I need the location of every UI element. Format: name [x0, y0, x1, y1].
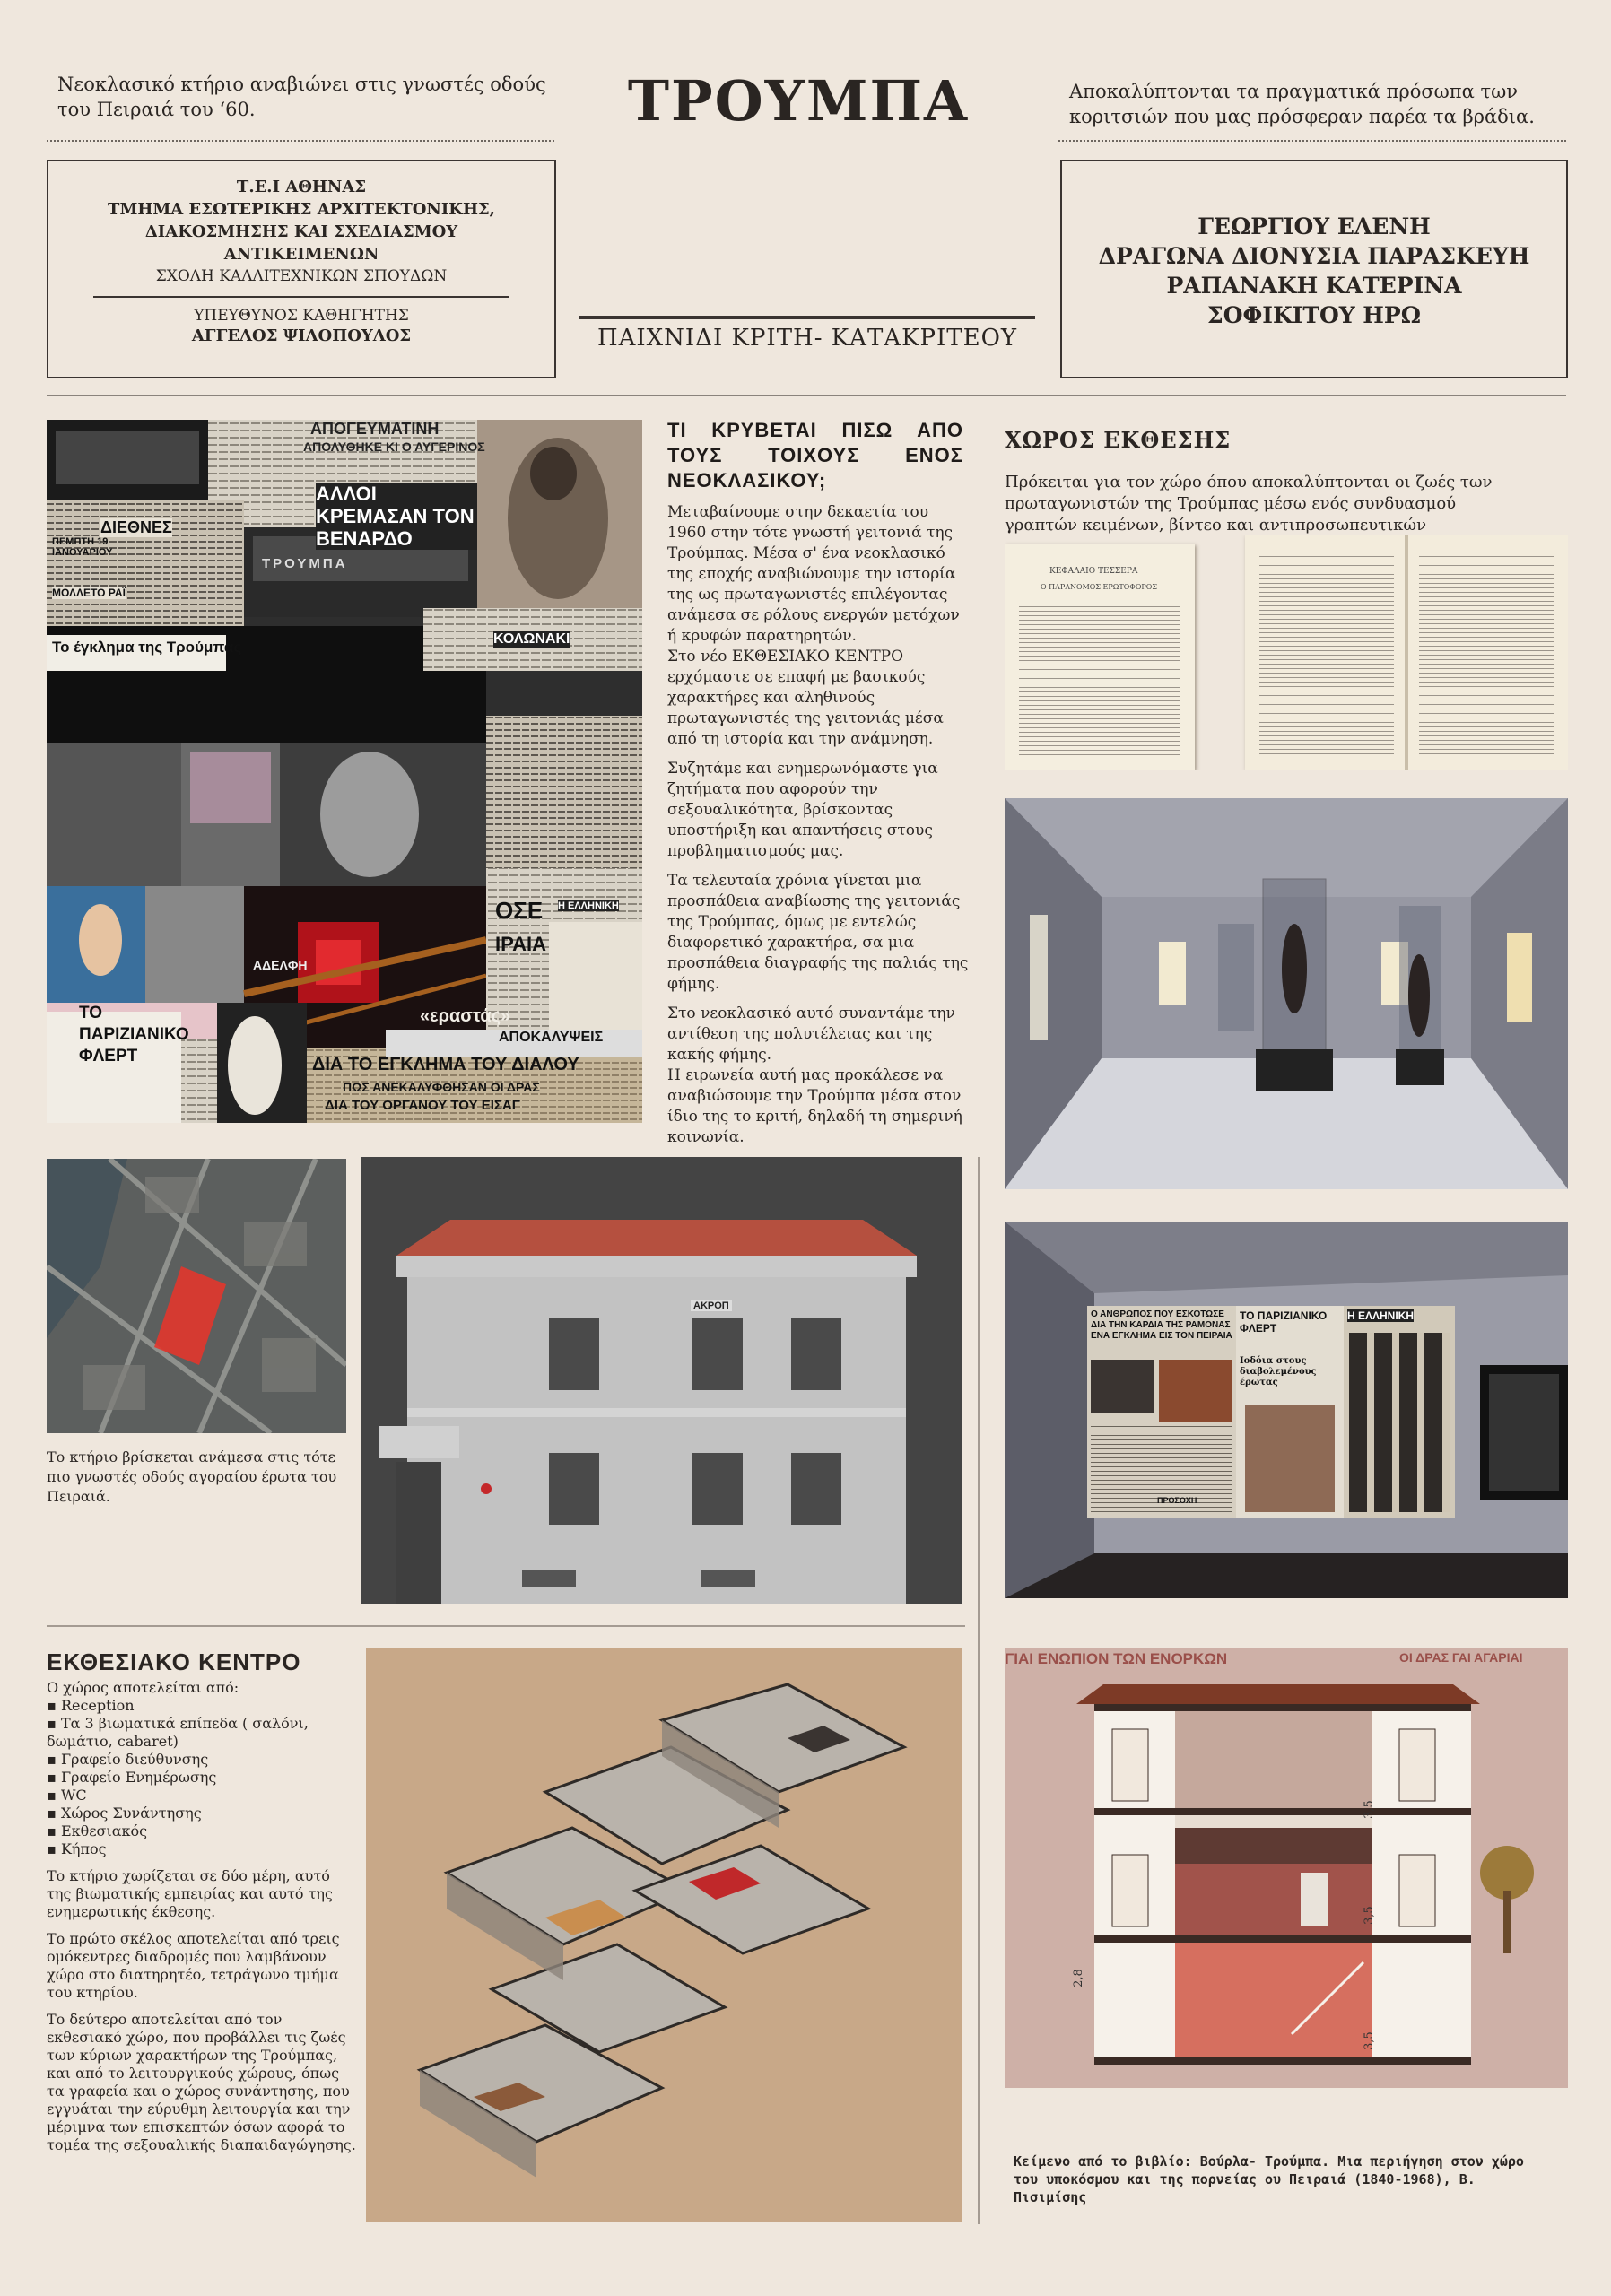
subtitle: ΠΑΙΧΝΙΔΙ ΚΡΙΤΗ- ΚΑΤΑΚΡΙΤΕΟΥ [597, 325, 1018, 352]
book-left-subheader: Ο ΠΑΡΑΝΟΜΟΣ ΕΡΩΤΟΦΟΡΟΣ [1041, 583, 1157, 591]
exhibition-room-render [1005, 798, 1568, 1189]
section-banner: ΓΙΑΙ ΕΝΩΠΙΟΝ ΤΩΝ ΕΝΟΡΚΩΝ [1005, 1650, 1228, 1667]
centre-paragraph-3: Το δεύτερο αποτελείται από τον εκθεσιακό χώρο, που προβάλλει τις ζωές των κύριων χαρακτήρων της Τρούμπας, και από το λειτουργικούς χώρους, όπως τα γραφεία και ο χώρος συνάντησης, που εγγυάται την εύρυθμη λειτουργία και την μέριμνα των επισκεπτών όσων αφορά το τομέα της σεξουαλικής διαπαιδαγώγησης. [47, 2011, 356, 2153]
institution-line-3: ΔΙΑΚΟΣΜΗΣΗΣ ΚΑΙ ΣΧΕΔΙΑΣΜΟΥ [144, 222, 458, 241]
collage-headline-trouba-crime: Το έγκλημα της Τρούμπας [52, 639, 242, 656]
collage-headline-avgerinos: ΑΠΟΛΥΘΗΚΕ ΚΙ Ο ΑΥΓΕΡΙΝΟΣ [303, 439, 485, 454]
centre-feature-item: ▪ Κήπος [47, 1840, 357, 1858]
exhibit-panel-1 [1087, 1306, 1236, 1518]
subtitle-rule [579, 316, 1035, 319]
institution-box [47, 160, 556, 378]
author-1: ΓΕΩΡΓΙΟΥ ΕΛΕΝΗ [1197, 213, 1431, 239]
collage-headline-organou: ΔΙΑ ΤΟΥ ΟΡΓΑΝΟΥ ΤΟΥ ΕΙΣΑΓ [325, 1098, 520, 1113]
collage-headline-parisian-flirt: ΤΟ ΠΑΡΙΖΙΑΝΙΚΟ ΦΛΕΡΤ [79, 1004, 189, 1065]
professor-label: ΥΠΕΥΘΥΝΟΣ ΚΑΘΗΓΗΤΗΣ [194, 307, 409, 325]
centre-paragraph-2: Το πρώτο σκέλος αποτελείται από τρεις ομόκεντρες διαδρομές που λαμβάνουν χώρο στο διατηρητέο, τετράγωνο τμήμα του κτηρίου. [47, 1930, 340, 2001]
centre-feature-item: ▪ Γραφείο διεύθυνσης [47, 1751, 357, 1769]
collage-headline-troumpa-sign: ΤΡΟΥΜΠΑ [262, 556, 348, 571]
centre-heading: ΕΚΘΕΣΙΑΚΟ ΚΕΝΤΡΟ [47, 1648, 301, 1675]
institution-school: ΣΧΟΛΗ ΚΑΛΛΙΤΕΧΝΙΚΩΝ ΣΠΟΥΔΩΝ [155, 267, 448, 285]
divider-right-top [1058, 140, 1566, 142]
collage-headline-pempti: ΠΕΜΠΤΗ 19 ΙΑΝΟΥΑΡΙΟΥ [52, 536, 113, 558]
book-pages-image [1005, 535, 1568, 770]
article-paragraph-2: Στο νέο ΕΚΘΕΣΙΑΚΟ ΚΕΝΤΡΟ ερχόμαστε σε επαφή με βασικούς χαρακτήρες και αληθινούς πρωταγωνιστές της γειτονιάς μέσα από τη ιστορία και την ανάμνηση. [667, 648, 944, 748]
exhibit-panel-2-sub: Ιοδόια στους διαβολεμένους έρωτας [1240, 1356, 1317, 1387]
collage-headline-adelfi: ΑΔΕΛΦΗ [253, 958, 308, 972]
page-title: ΤΡΟΥΜΠΑ [627, 68, 970, 134]
centre-paragraph-1: Το κτήριο χωρίζεται σε δύο μέρη, αυτό της βιωματικής εμπειρίας και αυτό της ενημερωτικής έκθεσης. [47, 1867, 333, 1920]
collage-headline-diethnes: ΔΙΕΘΝΕΣ [100, 518, 172, 536]
facade-sign: ΑΚΡΟΠ [691, 1300, 732, 1311]
article-paragraph-4: Τα τελευταία χρόνια γίνεται μια προσπάθεια αναβίωσης της γειτονιάς της Τρούμπας, όμως με εντελώς διαφορετικό χαρακτήρα, σα μια προσπάθεια διαγραφής της παλιάς της φήμης. [667, 872, 969, 993]
article-body [667, 502, 969, 1148]
exhibition-text: Πρόκειται για τον χώρο όπου αποκαλύπτονται οι ζωές των πρωταγωνιστών της Τρούμπας μέσω ενός συνδυασμού γραπτών κειμένων, βίντεο και αντιπροσωπευτικών [1005, 473, 1493, 535]
axonometric-plan-render [366, 1648, 962, 2222]
left-tagline: Νεοκλασικό κτήριο αναβιώνει στις γνωστές οδούς του Πειραιά του ‘60. [57, 74, 546, 120]
book-left-header: ΚΕΦΑΛΑΙΟ ΤΕΣΣΕΡΑ [1049, 567, 1138, 576]
dimension-label-2: 3,5 [1362, 1906, 1376, 1925]
author-3: ΡΑΠΑΝΑΚΗ ΚΑΤΕΡΙΝΑ [1166, 273, 1462, 299]
article-heading: ΤΙ ΚΡΥΒΕΤΑΙ ΠΙΣΩ ΑΠΟ ΤΟΥΣ ΤΟΙΧΟΥΣ ΕΝΟΣ ΝΕΟΚΛΑΣΙΚΟΥ; [667, 419, 963, 491]
article-paragraph-6: Η ειρωνεία αυτή μας προκάλεσε να αναβιώσουμε την Τρούμπα μέσα στον ίδιο της το κριτή, δηλαδή τη σημερινή κοινωνία. [667, 1066, 962, 1146]
collage-headline-erastas: «εραστάς» [420, 1006, 511, 1026]
collage-headline-apogevmatini: ΑΠΟΓΕΥΜΑΤΙΝΗ [310, 420, 440, 438]
exhibit-panel-2-title: ΤΟ ΠΑΡΙΖΙΑΝΙΚΟ ΦΛΕΡΤ [1240, 1309, 1328, 1335]
book-citation: Κείμενο από το βιβλίο: Βούρλα- Τρούμπα. Μια περιήγηση στον χώρο του υποκόσμου και της πορνείας ου Πειραιά (1840-1968), Β. Πισιμίσης [1014, 2153, 1524, 2205]
centre-feature-list [47, 1697, 357, 1858]
collage-headline-molleto: ΜΟΛΛΕΤΟ ΡΑΪ [52, 587, 126, 599]
collage-headline-iraia: ΙΡΑΙΑ [495, 933, 547, 955]
institution-line-4: ΑΝΤΙΚΕΙΜΕΝΩΝ [223, 245, 379, 264]
collage-headline-kolonaki: ΚΟΛΩΝΑΚΙ [493, 631, 570, 647]
author-2: ΔΡΑΓΩΝΑ ΔΙΟΝΥΣΙΑ ΠΑΡΑΣΚΕΥΗ [1098, 243, 1530, 269]
institution-line-2: ΤΜΗΜΑ ΕΣΩΤΕΡΙΚΗΣ ΑΡΧΙΤΕΚΤΟΝΙΚΗΣ, [108, 200, 495, 219]
exhibit-panel-1-title: Ο ΑΝΘΡΩΠΟΣ ΠΟΥ ΕΣΚΟΤΩΣΕ ΔΙΑ ΤΗΝ ΚΑΡΔΙΑ ΤΗΣ ΡΑΜΟΝΑΣ ΕΝΑ ΕΓΚΛΗΜΑ ΕΙΣ ΤΟΝ ΠΕΙΡΑΙΑ [1091, 1309, 1232, 1341]
professor-name: ΑΓΓΕΛΟΣ ΨΙΛΟΠΟΥΛΟΣ [191, 326, 412, 345]
header-divider [47, 395, 1566, 396]
exhibition-wall-render [1005, 1222, 1568, 1598]
centre-feature-item: ▪ Τα 3 βιωματικά επίπεδα ( σαλόνι, δωμάτιο, cabaret) [47, 1715, 357, 1751]
centre-details [47, 1679, 357, 2154]
column-divider [978, 1157, 980, 2224]
centre-feature-item: ▪ Εκθεσιακός [47, 1822, 357, 1840]
dimension-label-4: 3,5 [1362, 2031, 1376, 2050]
collage-headline-dia-to-egklima: ΔΙΑ ΤΟ ΕΓΚΛΗΜΑ ΤΟΥ ΔΙΑΛΟΥ [312, 1055, 579, 1074]
institution-line-1: Τ.Ε.Ι ΑΘΗΝΑΣ [236, 178, 367, 196]
exhibit-panel-3 [1344, 1306, 1455, 1518]
article-paragraph-3: Συζητάμε και ενημερωνόμαστε για ζητήματα που αφορούν την σεξουαλικότητα, βρίσκοντας υποστήριξη και απαντήσεις στους προβληματισμούς μας. [667, 760, 938, 860]
centre-feature-item: ▪ WC [47, 1787, 357, 1805]
exhibit-panel-3-title: Η ΕΛΛΗΝΙΚΗ [1347, 1309, 1415, 1322]
collage-headline-apokalypseis: ΑΠΟΚΑΛΥΨΕΙΣ [499, 1030, 604, 1045]
middle-divider [47, 1625, 965, 1627]
exhibit-panel-4-title: ΠΡΟΣΟΧΗ [1157, 1496, 1197, 1505]
authors-box [1060, 160, 1568, 378]
dimension-label-3: 2,8 [1071, 1969, 1085, 1987]
article-paragraph-1: Μεταβαίνουμε στην δεκαετία του 1960 στην τότε γνωστή γειτονιά της Τρούμπας. Μέσα σ' ένα νεοκλασικό της εποχής αναβιώνουμε την ιστορία της ως πρωταγωνιστές επιλέγοντας ανάμεσα σε ρόλους ενεργών μετόχων ή κρυφών παρατηρητών. [667, 503, 960, 645]
centre-intro: Ο χώρος αποτελείται από: [47, 1679, 239, 1696]
centre-feature-item: ▪ Γραφείο Ενημέρωσης [47, 1769, 357, 1787]
exhibit-panel-2 [1236, 1306, 1344, 1518]
newspaper-collage [47, 420, 642, 1123]
satellite-map [47, 1159, 346, 1433]
building-facade-render [361, 1157, 962, 1604]
dimension-label-1: 3,5 [1362, 1800, 1376, 1819]
collage-headline-anekalyfthisan: ΠΩΣ ΑΝΕΚΑΛΥΦΘΗΣΑΝ ΟΙ ΔΡΑΣ [343, 1080, 540, 1094]
centre-feature-item: ▪ Χώρος Συνάντησης [47, 1805, 357, 1822]
exhibition-heading: ΧΩΡΟΣ ΕΚΘΕΣΗΣ [1005, 427, 1232, 453]
collage-headline-kremasan: ΑΛΛΟΙ ΚΡΕΜΑΣΑΝ ΤΟΝ ΒΕΝΑΡΔΟ [316, 483, 477, 550]
collage-headline-ose: ΟΣΕ [495, 897, 544, 924]
collage-headline-elliniki: Η ΕΛΛΗΝΙΚΗ [558, 900, 619, 911]
map-caption: Το κτήριο βρίσκεται ανάμεσα στις τότε πιο γνωστές οδούς αγοραίου έρωτα του Πειραιά. [47, 1448, 337, 1505]
author-4: ΣΟΦΙΚΙΤΟΥ ΗΡΩ [1207, 302, 1421, 328]
building-section-render [1005, 1648, 1568, 2088]
centre-feature-item: ▪ Reception [47, 1697, 357, 1715]
article-paragraph-5: Στο νεοκλασικό αυτό συναντάμε την αντίθεση της πολυτέλειας και της κακής φήμης. [667, 1004, 955, 1064]
institution-rule [93, 296, 509, 298]
right-tagline: Αποκαλύπτονται τα πραγματικά πρόσωπα των κοριτσιών που μας πρόσφεραν παρέα τα βράδια. [1069, 81, 1535, 127]
divider-left-top [47, 140, 554, 142]
section-banner-right: ΟΙ ΔΡΑΣ ΓΑΙ ΑΓΑΡΙΑΙ [1399, 1650, 1523, 1665]
